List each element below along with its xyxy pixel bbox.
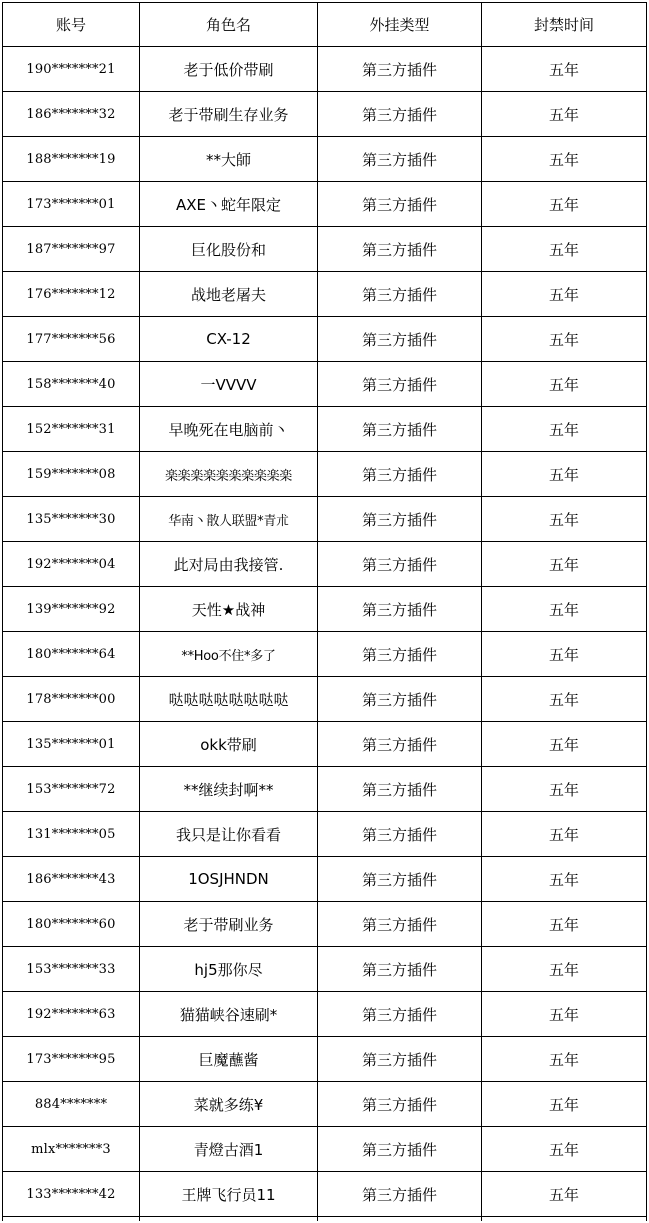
table-row [3,812,647,857]
cheat-type-cell: 第三方插件 [318,542,482,587]
role-name-cell: 战地老屠夫 [140,272,318,317]
table-row [3,1082,647,1127]
table-row [3,452,647,497]
ban-duration-cell: 五年 [482,677,647,722]
ban-duration-cell: 五年 [482,1172,647,1217]
ban-duration-cell: 五年 [482,857,647,902]
role-name-cell: 1OSJHNDN [140,857,318,902]
header-role-name: 角色名 [140,3,318,47]
account-cell: 159*******08 [3,452,140,497]
ban-list-table [2,2,647,1221]
empty-cell [482,1217,647,1222]
cheat-type-cell: 第三方插件 [318,92,482,137]
account-cell: 173*******95 [3,1037,140,1082]
cheat-type-cell: 第三方插件 [318,452,482,497]
account-cell: 178*******00 [3,677,140,722]
table-row [3,542,647,587]
cheat-type-cell: 第三方插件 [318,947,482,992]
ban-duration-cell: 五年 [482,362,647,407]
cheat-type-cell: 第三方插件 [318,47,482,92]
ban-duration-cell: 五年 [482,317,647,362]
ban-duration-cell: 五年 [482,1037,647,1082]
role-name-cell: 菜就多练¥ [140,1082,318,1127]
table-row [3,902,647,947]
role-name-cell: 天性★战神 [140,587,318,632]
role-name-cell: hj5那你尽 [140,947,318,992]
account-cell: 187*******97 [3,227,140,272]
account-cell: 192*******04 [3,542,140,587]
table-row [3,407,647,452]
cheat-type-cell: 第三方插件 [318,1172,482,1217]
role-name-cell: **Hoo不住*多了 [140,632,318,677]
role-name-cell: 早晚死在电脑前丶 [140,407,318,452]
cheat-type-cell: 第三方插件 [318,407,482,452]
table-header [3,3,647,47]
role-name-cell: **继续封啊** [140,767,318,812]
table-body [3,47,647,1222]
role-name-cell: AXE丶蛇年限定 [140,182,318,227]
role-name-cell: 青燈古酒1 [140,1127,318,1172]
empty-cell [3,1217,140,1222]
role-name-cell: 王牌飞行员11 [140,1172,318,1217]
table-row [3,1037,647,1082]
cheat-type-cell: 第三方插件 [318,857,482,902]
table-row [3,1127,647,1172]
ban-duration-cell: 五年 [482,632,647,677]
cheat-type-cell: 第三方插件 [318,362,482,407]
account-cell: 135*******01 [3,722,140,767]
table-row [3,587,647,632]
account-cell: 190*******21 [3,47,140,92]
role-name-cell: okk带刷 [140,722,318,767]
role-name-cell: **大師 [140,137,318,182]
table-row [3,632,647,677]
ban-duration-cell: 五年 [482,137,647,182]
role-name-cell: 老于带刷生存业务 [140,92,318,137]
ban-duration-cell: 五年 [482,1127,647,1172]
cheat-type-cell: 第三方插件 [318,272,482,317]
account-cell: 139*******92 [3,587,140,632]
ban-duration-cell: 五年 [482,812,647,857]
ban-duration-cell: 五年 [482,497,647,542]
account-cell: 153*******72 [3,767,140,812]
ban-duration-cell: 五年 [482,542,647,587]
cheat-type-cell: 第三方插件 [318,227,482,272]
ban-duration-cell: 五年 [482,587,647,632]
table-row-cutoff [3,1217,647,1222]
header-ban-duration: 封禁时间 [482,3,647,47]
empty-cell [140,1217,318,1222]
table-row [3,227,647,272]
table-row [3,272,647,317]
role-name-cell: 老于带刷业务 [140,902,318,947]
table-row [3,947,647,992]
role-name-cell: 华南丶散人联盟*青朮 [140,497,318,542]
header-cheat-type: 外挂类型 [318,3,482,47]
account-cell: 186*******43 [3,857,140,902]
empty-cell [318,1217,482,1222]
ban-duration-cell: 五年 [482,407,647,452]
account-cell: 180*******64 [3,632,140,677]
cheat-type-cell: 第三方插件 [318,767,482,812]
ban-duration-cell: 五年 [482,767,647,812]
ban-duration-cell: 五年 [482,272,647,317]
account-cell: 153*******33 [3,947,140,992]
cheat-type-cell: 第三方插件 [318,812,482,857]
role-name-cell: 哒哒哒哒哒哒哒哒 [140,677,318,722]
account-cell: 884******* [3,1082,140,1127]
table-row [3,317,647,362]
table-row [3,992,647,1037]
account-cell: 158*******40 [3,362,140,407]
ban-duration-cell: 五年 [482,227,647,272]
ban-duration-cell: 五年 [482,1082,647,1127]
ban-duration-cell: 五年 [482,947,647,992]
role-name-cell: 一VVVV [140,362,318,407]
ban-duration-cell: 五年 [482,92,647,137]
table-row [3,497,647,542]
table-row [3,137,647,182]
header-row [3,3,647,47]
cheat-type-cell: 第三方插件 [318,1037,482,1082]
role-name-cell: CX-12 [140,317,318,362]
cheat-type-cell: 第三方插件 [318,587,482,632]
cheat-type-cell: 第三方插件 [318,632,482,677]
account-cell: 131*******05 [3,812,140,857]
cheat-type-cell: 第三方插件 [318,182,482,227]
role-name-cell: 老于低价带刷 [140,47,318,92]
header-account: 账号 [3,3,140,47]
role-name-cell: 楽楽楽楽楽楽楽楽楽楽 [140,452,318,497]
cheat-type-cell: 第三方插件 [318,722,482,767]
cheat-type-cell: 第三方插件 [318,677,482,722]
account-cell: 186*******32 [3,92,140,137]
cheat-type-cell: 第三方插件 [318,137,482,182]
ban-duration-cell: 五年 [482,902,647,947]
ban-duration-cell: 五年 [482,47,647,92]
table-row [3,47,647,92]
role-name-cell: 此对局由我接管. [140,542,318,587]
table-row [3,362,647,407]
account-cell: mlx*******3 [3,1127,140,1172]
cheat-type-cell: 第三方插件 [318,1127,482,1172]
account-cell: 188*******19 [3,137,140,182]
ban-duration-cell: 五年 [482,722,647,767]
cheat-type-cell: 第三方插件 [318,1082,482,1127]
role-name-cell: 我只是让你看看 [140,812,318,857]
table-row [3,1172,647,1217]
role-name-cell: 巨魔蘸酱 [140,1037,318,1082]
ban-duration-cell: 五年 [482,182,647,227]
account-cell: 133*******42 [3,1172,140,1217]
table-row [3,92,647,137]
cheat-type-cell: 第三方插件 [318,497,482,542]
table-row [3,722,647,767]
account-cell: 180*******60 [3,902,140,947]
account-cell: 192*******63 [3,992,140,1037]
account-cell: 173*******01 [3,182,140,227]
role-name-cell: 猫猫峡谷速刷* [140,992,318,1037]
cheat-type-cell: 第三方插件 [318,902,482,947]
table-row [3,857,647,902]
table-row [3,182,647,227]
ban-duration-cell: 五年 [482,452,647,497]
ban-duration-cell: 五年 [482,992,647,1037]
account-cell: 177*******56 [3,317,140,362]
account-cell: 176*******12 [3,272,140,317]
table-row [3,677,647,722]
account-cell: 152*******31 [3,407,140,452]
role-name-cell: 巨化股份和 [140,227,318,272]
cheat-type-cell: 第三方插件 [318,317,482,362]
table-row [3,767,647,812]
account-cell: 135*******30 [3,497,140,542]
cheat-type-cell: 第三方插件 [318,992,482,1037]
